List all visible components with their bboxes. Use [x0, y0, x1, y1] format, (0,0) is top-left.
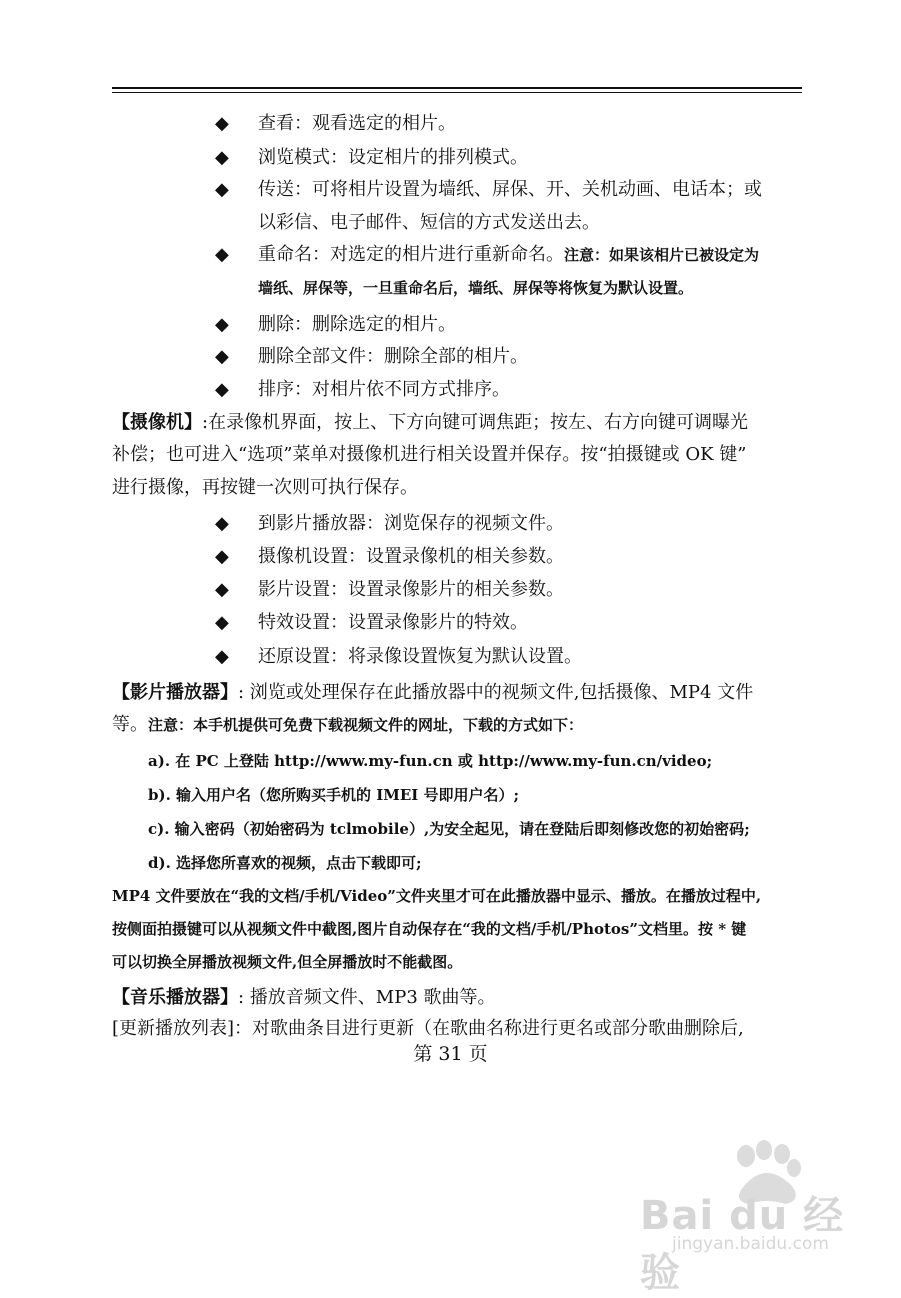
bullet-diamond-icon: ◆ [215, 612, 229, 633]
bullet-diamond-icon: ◆ [215, 513, 229, 534]
bullet-diamond-icon: ◆ [215, 546, 229, 567]
camcorder-heading: 【摄像机】 [112, 412, 202, 433]
video-player-note: 注意：本手机提供可免费下载视频文件的网址，下载的方式如下： [148, 716, 584, 734]
download-step: a). 在 PC 上登陆 http://www.my-fun.cn 或 http://www.my-fun.cn/video; [148, 752, 713, 770]
photo-option-item [258, 313, 456, 337]
bullet-diamond-icon: ◆ [215, 346, 229, 367]
photo-option-item [258, 146, 528, 170]
photo-option-text: 查看：观看选定的相片。 [258, 113, 456, 134]
photo-option-continuation: 墙纸、屏保等，一旦重命名后，墙纸、屏保等将恢复为默认设置。 [258, 279, 694, 297]
bullet-diamond-icon: ◆ [215, 314, 229, 335]
header-rule-thin [112, 92, 802, 93]
music-player-heading: 【音乐播放器】 [112, 987, 238, 1008]
download-step: d). 选择您所喜欢的视频，点击下载即可; [148, 854, 422, 872]
camcorder-option-item: 影片设置：设置录像影片的相关参数。 [258, 579, 564, 600]
video-player-text-2: 等。 [112, 714, 148, 735]
video-player-heading: 【影片播放器】 [112, 682, 238, 703]
watermark-url: jingyan.baidu.com [672, 1234, 829, 1254]
camcorder-paragraph-line-3: 进行摄像，再按键一次则可执行保存。 [112, 477, 418, 498]
bullet-diamond-icon: ◆ [215, 244, 229, 265]
photo-option-note: 注意：如果该相片已被设定为 [564, 246, 760, 264]
photo-option-continuation: 以彩信、电子邮件、短信的方式发送出去。 [258, 212, 600, 233]
photo-option-text: 重命名：对选定的相片进行重新命名。 [258, 244, 564, 265]
camcorder-option-item: 摄像机设置：设置录像机的相关参数。 [258, 546, 564, 567]
page-number: 第 31 页 [413, 1043, 488, 1065]
bullet-diamond-icon: ◆ [215, 179, 229, 200]
photo-option-item [258, 243, 759, 267]
download-step: b). 输入用户名（您所购买手机的 IMEI 号即用户名）; [148, 786, 520, 804]
music-player-line [112, 986, 496, 1010]
photo-option-text: 删除全部文件：删除全部的相片。 [258, 346, 528, 367]
camcorder-text-1: :在录像机界面，按上、下方向键可调焦距；按左、右方向键可调曝光 [202, 412, 749, 433]
photo-option-text: 浏览模式：设定相片的排列模式。 [258, 147, 528, 168]
camcorder-option-item: 还原设置：将录像设置恢复为默认设置。 [258, 646, 582, 667]
video-player-line-1 [112, 681, 753, 705]
photo-option-item [258, 112, 456, 136]
mp4-note-line: MP4 文件要放在“我的文档/手机/Video”文件夹里才可在此播放器中显示、播放。在播放过程中, [112, 887, 762, 905]
photo-option-text: 传送：可将相片设置为墙纸、屏保、开、关机动画、电话本；或 [258, 179, 762, 200]
bullet-diamond-icon: ◆ [215, 579, 229, 600]
photo-option-item [258, 378, 510, 402]
bullet-diamond-icon: ◆ [215, 646, 229, 667]
download-step: c). 输入密码（初始密码为 tclmobile）,为安全起见，请在登陆后即刻修改您的初始密码; [148, 820, 750, 838]
camcorder-paragraph-line-2: 补偿；也可进入“选项”菜单对摄像机进行相关设置并保存。按“拍摄键或 OK 键” [112, 444, 747, 465]
playlist-update-line: [更新播放列表]：对歌曲条目进行更新（在歌曲名称进行更名或部分歌曲删除后, [112, 1018, 744, 1039]
photo-option-text: 删除：删除选定的相片。 [258, 314, 456, 335]
photo-option-item [258, 345, 528, 369]
video-player-text-1: : 浏览或处理保存在此播放器中的视频文件,包括摄像、MP4 文件 [238, 682, 754, 703]
header-rule-thick [112, 87, 802, 89]
camcorder-paragraph-line-1 [112, 411, 748, 435]
bullet-diamond-icon: ◆ [215, 113, 229, 134]
baidu-jingyan-watermark [636, 1138, 876, 1296]
photo-option-item [258, 178, 762, 202]
mp4-note-line: 可以切换全屏播放视频文件,但全屏播放时不能截图。 [112, 953, 463, 971]
mp4-note-line: 按侧面拍摄键可以从视频文件中截图,图片自动保存在“我的文档/手机/Photos”文档里。按 * 键 [112, 920, 747, 938]
camcorder-option-item: 到影片播放器：浏览保存的视频文件。 [258, 513, 564, 534]
music-player-text: : 播放音频文件、MP3 歌曲等。 [238, 987, 496, 1008]
watermark-brand: Bai du 经验 [640, 1193, 845, 1296]
camcorder-option-item: 特效设置：设置录像影片的特效。 [258, 612, 528, 633]
video-player-line-2 [112, 713, 583, 737]
bullet-diamond-icon: ◆ [215, 379, 229, 400]
bullet-diamond-icon: ◆ [215, 147, 229, 168]
photo-option-text: 排序：对相片依不同方式排序。 [258, 379, 510, 400]
